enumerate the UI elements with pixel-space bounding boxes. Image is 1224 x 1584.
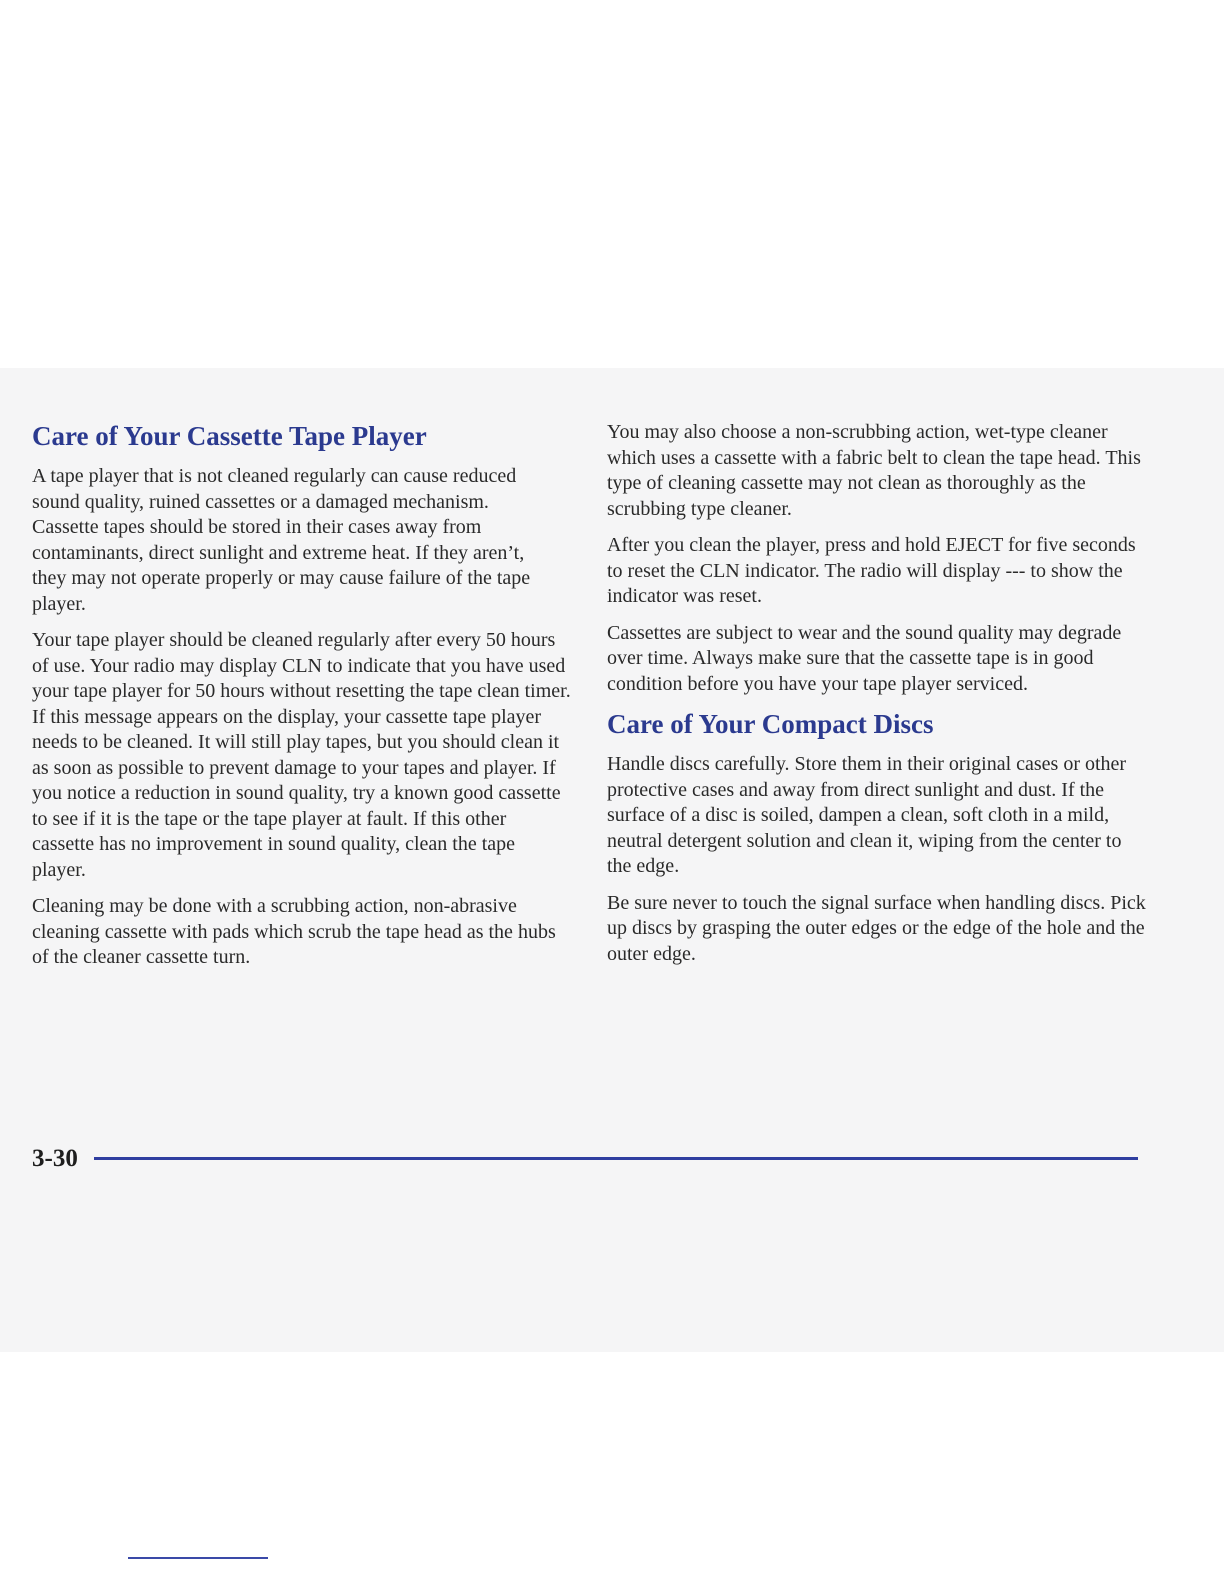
- disc-handling-paragraph-2: Be sure never to touch the signal surface when handling discs. Pick up discs by grasping the outer edges or the edge of the hole and the outer edge.: [607, 891, 1146, 965]
- reset-indicator-paragraph: After you clean the player, press and hold EJECT for five seconds to reset the CLN indicator. The radio will display --- to show the indicator was reset.: [607, 534, 1136, 607]
- wet-cleaner-paragraph: You may also choose a non-scrubbing action, wet-type cleaner which uses a cassette with a fabric belt to clean the tape head. This type of cleaning cassette may not clean as thoroughly as the scrubbing type cleaner.: [607, 421, 1141, 520]
- left-column: [32, 420, 572, 982]
- cassette-care-paragraph-1: A tape player that is not cleaned regularly can cause reduced sound quality, ruined cassettes or a damaged mechanism. Cassette tapes should be stored in their cases away from contaminants, direct sunlight and extreme heat. If they aren’t, they may not operate properly or may cause failure of the tape player.: [32, 465, 531, 615]
- disc-handling-paragraph-1: Handle discs carefully. Store them in their original cases or other protective cases and away from direct sunlight and dust. If the surface of a disc is soiled, dampen a clean, soft cloth in a mild, neutral detergent solution and clean it, wiping from the center to the edge.: [607, 753, 1127, 877]
- cassette-care-paragraph-3: Cleaning may be done with a scrubbing action, non-abrasive cleaning cassette with pads which scrub the tape head as the hubs of the cleaner cassette turn.: [32, 895, 556, 968]
- cassette-care-paragraph-2: Your tape player should be cleaned regularly after every 50 hours of use. Your radio may display CLN to indicate that you have used your tape player for 50 hours without resetting the tape clean timer. If this message appears on the display, your cassette tape player needs to be cleaned. It will still play tapes, but you should clean it as soon as possible to prevent damage to your tapes and player. If you notice a reduction in sound quality, try a known good cassette to see if it is the tape or the tape player at fault. If this other cassette has no improvement in sound quality, clean the tape player.: [32, 629, 571, 881]
- page-number: 3-30: [32, 1145, 78, 1172]
- compact-disc-care-heading: Care of Your Compact Discs: [607, 709, 934, 739]
- page-footer: [32, 1142, 1138, 1176]
- right-column: [607, 420, 1147, 978]
- cassette-care-heading: Care of Your Cassette Tape Player: [32, 421, 427, 451]
- bottom-divider-stub: [128, 1557, 268, 1559]
- cassette-wear-paragraph: Cassettes are subject to wear and the sound quality may degrade over time. Always make sure that the cassette tape is in good condition before you have your tape player serviced.: [607, 621, 1122, 695]
- footer-divider-line: [94, 1157, 1138, 1160]
